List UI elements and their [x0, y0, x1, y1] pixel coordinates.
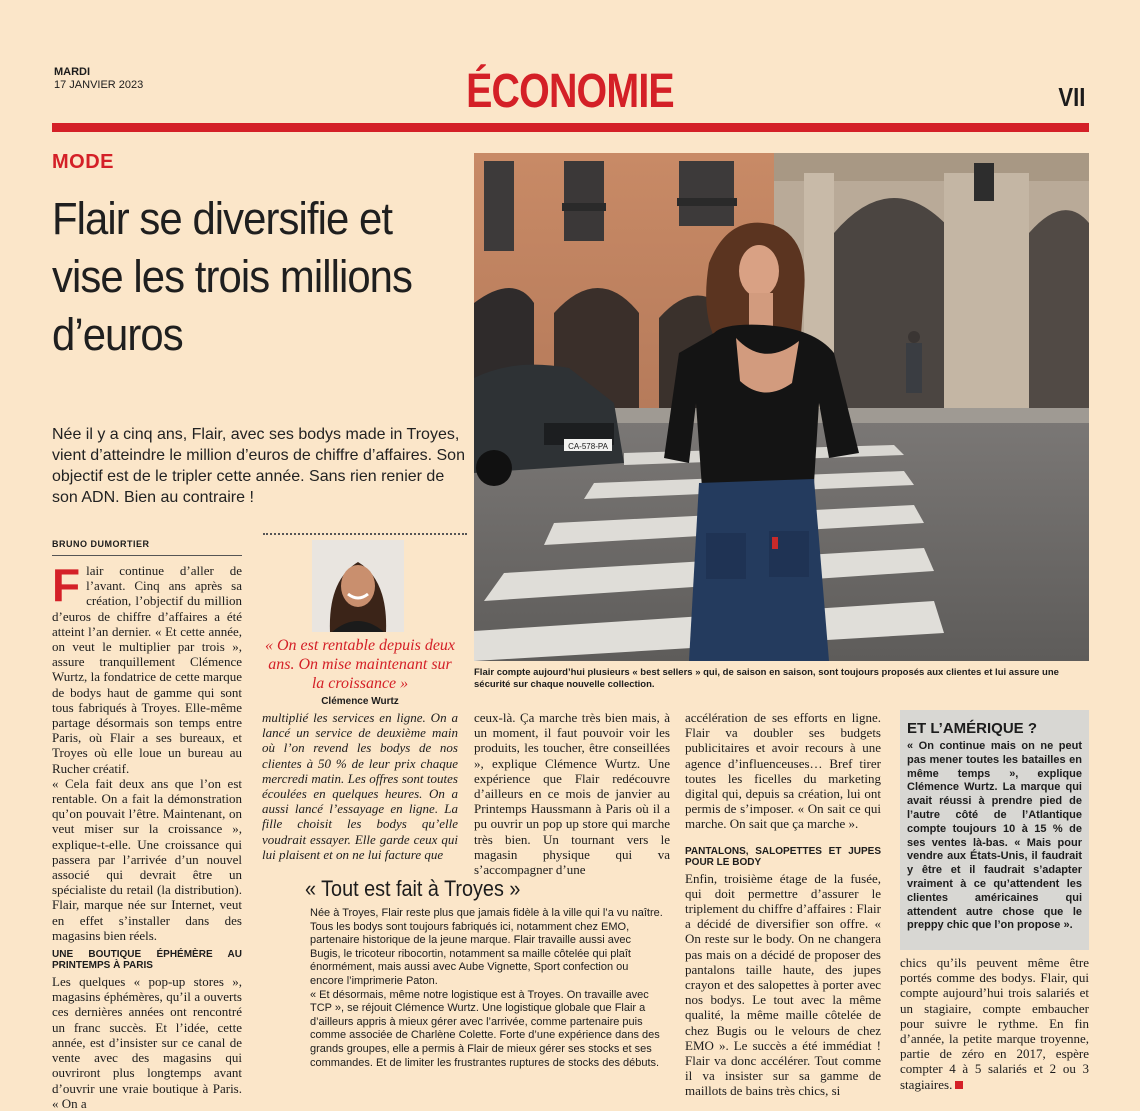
sidebar-text: « On continue mais on ne peut pas mener toutes les batailles en même temps », explique Clémence Wurtz. La marque qui avait réussi à prendre pied de l’autre côté de l’Atlantique compte toujours 10 à 15 % de ses ventes là-bas. « Mais pour vendre aux États-Unis, il faudrait y être et il faudrait s’adapter vraiment à ce qu’attendent les clientes américaines qui attendent autre chose que le preppy chic que l’on propose ». [907, 740, 1082, 932]
main-photo [474, 153, 1089, 661]
dotted-rule [263, 533, 467, 535]
byline: BRUNO DUMORTIER [52, 539, 242, 556]
pull-quote: « On est rentable depuis deux ans. On mise maintenant sur la croissance » [264, 637, 456, 692]
col1-paragraph-2: « Cela fait deux ans que l’on est rentable. On a fait la démonstration qu’on pouvait l’être. Maintenant, on veut miser sur la croissance », explique-t-elle. Une croissance qui passera par l’arrivée d’un nouvel associé qui devrait être un spécialiste du retail (la distribution). Flair, marque née sur Internet, veut en effet s’installer dans des magasins bien réels. [52, 775, 242, 943]
col1-paragraph-1: lair continue d’aller de l’avant. Cinq ans après sa création, l’objectif du million d’euros de chiffre d’affaires a été atteint l’an dernier. « Et cette année, on veut le multiplier par trois », assure tranquillement Clémence Wurtz, la fondatrice de cette marque de bodys haut de gamme qui sont tous fabriqués à Troyes. Elle-même partage désormais son temps entre Paris, où Flair a ses bureaux, et Troyes où elle loue un bureau au Rucher créatif. [52, 563, 242, 776]
col1-subheading: UNE BOUTIQUE ÉPHÉMÈRE AU PRINTEMPS À PARIS [52, 949, 242, 972]
col1-paragraph-3: Les quelques « pop-up stores », magasins éphémères, qu’il a ouverts ces dernières années ont rencontré un franc succès. Et l’idée, cette année, est d’insister sur ce canal de vente avec des magasins qui ouvriront plus longtemps avant d’ouvrir une vraie boutique à Paris. « On a [52, 974, 242, 1111]
photo-caption: Flair compte aujourd’hui plusieurs « best sellers » qui, de saison en saison, sont toujours proposés aux clientes et lui assure une sécurité sur chaque nouvelle collection. [474, 667, 1059, 690]
col4-subheading: PANTALONS, SALOPETTES ET JUPES POUR LE BODY [685, 845, 881, 868]
box-text [310, 907, 664, 1070]
rubric-label: MODE [52, 151, 114, 173]
col2-paragraph: multiplié les services en ligne. On a lancé un service de deuxième main où l’on revend les bodys de nos clientes à 50 % de leur prix chaque mercredi matin. Les offres sont toutes écoulées en quelques heures. On a aussi lancé l’essayage en ligne. La fille choisit les bodys qu’elle voudrait essayer. Elle garde ceux qui lui plaisent et on ne lui facture que [262, 710, 458, 862]
col4-paragraph-1: accélération de ses efforts en ligne. Flair va doubler ses budgets publicitaires et avoir recours à une agence d’influenceuses… Bref tirer toutes les ficelles du marketing digital qui, depuis sa création, lui ont permis de s’imposer. « On sait ce qui marche. On sait que ça marche ». [685, 710, 881, 832]
sidebar-box [900, 710, 1089, 950]
drop-cap: F [52, 559, 81, 611]
portrait-illustration [312, 540, 404, 632]
article-column-5 [900, 955, 1089, 1092]
pull-quote-author: Clémence Wurtz [321, 696, 399, 707]
issue-date-text: 17 JANVIER 2023 [54, 79, 144, 91]
license-plate: CA-578-PA [568, 442, 608, 451]
page-number: VII [1058, 82, 1086, 112]
article-column-3 [474, 710, 670, 877]
issue-day: MARDI [54, 66, 91, 78]
box-title: « Tout est fait à Troyes » [305, 876, 521, 901]
section-title: ÉCONOMIE [466, 65, 674, 118]
sidebar-title: ET L’AMÉRIQUE ? [907, 720, 1038, 737]
col4-paragraph-2: Enfin, troisième étage de la fusée, qui doit permettre d’assurer le triplement du chiffre d’affaires : Flair a décidé de diversifier son offre. « On reste sur le body. On ne changera pas mais on a décidé de proposer des pantalons taille haute, des jupes crayon et des salopettes à porter avec nos bodys. Le tout avec la même qualité, la même maille côtelée de chez Bugis ou le velours de chez EMO ». Le succès a été immédiat ! Flair va donc accélérer. Tout comme il va insister sur sa gamme de maillots de bains très chics, si [685, 870, 881, 1099]
box-paragraph-1: Née à Troyes, Flair reste plus que jamais fidèle à la ville qui l’a vu naître. Tous les bodys sont toujours fabriqués ici, notamment chez EMO, partenaire historique de la jeune marque. Flair travaille aussi avec Bugis, le tricoteur ribocortin, notamment sa maille côtelée qui plaît énormément, mais aussi avec Aube Vignette, Sport confection ou encore l’imprimerie Paton. [310, 907, 663, 987]
headline: Flair se diversifie et vise les trois millions d’euros [52, 193, 413, 360]
header-rule [52, 123, 1089, 132]
article-column-2 [262, 710, 458, 862]
col5-paragraph: chics qu’ils peuvent même être portés comme des bodys. Flair, qui compte aujourd’hui trois salariés et un stagiaire, compte embaucher pour suivre le rythme. En fin d’année, la petite marque troyenne, partie de zéro en 2017, espère compter 4 à 5 salariés et 2 ou 3 stagiaires. [900, 955, 1089, 1092]
col3-paragraph: ceux-là. Ça marche très bien mais, à un moment, il faut pouvoir voir les produits, les toucher, être conseillées », explique Clémence Wurtz. Une expérience que Flair redécouvre d’ailleurs en ce mois de janvier au Printemps Haussmann à Paris où il a pu ouvrir un pop up store qui marche très bien. Un tournant vers le magasin physique qui va s’accompagner d’une [474, 710, 670, 878]
article-column-4 [685, 710, 881, 1099]
box-paragraph-2: « Et désormais, même notre logistique est à Troyes. On travaille avec TCP », se réjouit Clémence Wurtz. Une logistique globale que Flair a d’ailleurs appris à mieux gérer avec l’arrivée, comme partenaire puis comme associée de Charlène Colette. Forte d’une expérience dans des grands groupes, elle a permis à Flair de mieux gérer ses stocks et ses commandes. Et de limiter les frustrantes ruptures de stocks des débuts. [310, 988, 660, 1069]
article-column-1 [52, 559, 242, 1111]
street-scene-illustration [474, 153, 1089, 661]
author-portrait [312, 540, 404, 632]
article-lead: Née il y a cinq ans, Flair, avec ses bodys made in Troyes, vient d’atteindre le million d’euros de chiffre d’affaires. Son objectif est de le tripler cette année. Sans rien renier de son ADN. Bien au contraire ! [52, 426, 465, 506]
end-mark-icon [955, 1081, 963, 1089]
